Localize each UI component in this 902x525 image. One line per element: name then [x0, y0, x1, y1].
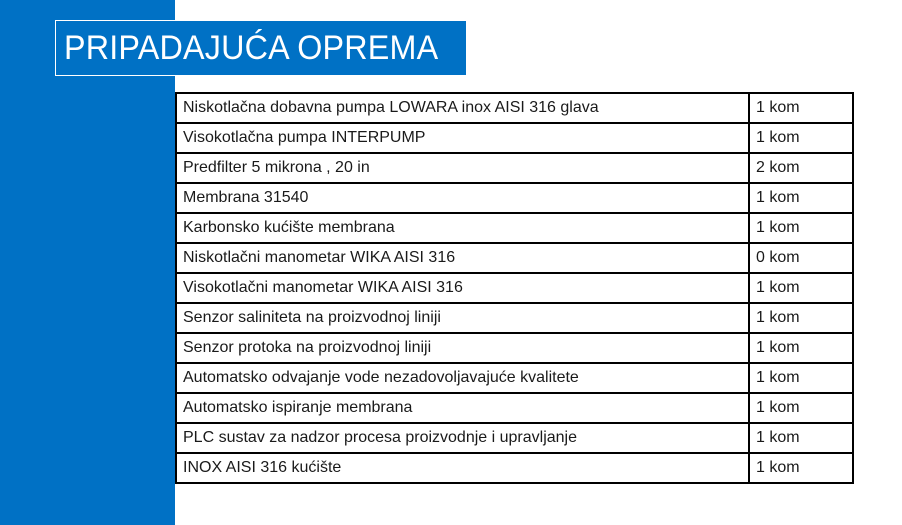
quantity-cell: 1 kom — [749, 303, 853, 333]
accent-sidebar — [0, 0, 175, 525]
table-row — [176, 423, 853, 453]
item-name-cell: Predfilter 5 mikrona , 20 in — [176, 153, 749, 183]
item-name-cell: Karbonsko kućište membrana — [176, 213, 749, 243]
item-name-cell: INOX AISI 316 kućište — [176, 453, 749, 483]
table-row — [176, 123, 853, 153]
table-row — [176, 333, 853, 363]
quantity-cell: 1 kom — [749, 183, 853, 213]
equipment-table — [175, 92, 854, 484]
slide-title: PRIPADAJUĆA OPREMA — [64, 28, 439, 67]
table-row — [176, 453, 853, 483]
quantity-cell: 1 kom — [749, 423, 853, 453]
item-name-cell: Membrana 31540 — [176, 183, 749, 213]
item-name-cell: Senzor protoka na proizvodnoj liniji — [176, 333, 749, 363]
table-row — [176, 273, 853, 303]
quantity-cell: 1 kom — [749, 93, 853, 123]
item-name-cell: Automatsko ispiranje membrana — [176, 393, 749, 423]
item-name-cell: Visokotlačna pumpa INTERPUMP — [176, 123, 749, 153]
item-name-cell: Niskotlačna dobavna pumpa LOWARA inox AISI 316 glava — [176, 93, 749, 123]
item-name-cell: Visokotlačni manometar WIKA AISI 316 — [176, 273, 749, 303]
quantity-cell: 1 kom — [749, 393, 853, 423]
title-box — [55, 20, 467, 76]
quantity-cell: 0 kom — [749, 243, 853, 273]
table-row — [176, 153, 853, 183]
table-row — [176, 393, 853, 423]
table-row — [176, 243, 853, 273]
item-name-cell: Automatsko odvajanje vode nezadovoljavajuće kvalitete — [176, 363, 749, 393]
quantity-cell: 2 kom — [749, 153, 853, 183]
quantity-cell: 1 kom — [749, 453, 853, 483]
item-name-cell: PLC sustav za nadzor procesa proizvodnje i upravljanje — [176, 423, 749, 453]
table-row — [176, 183, 853, 213]
quantity-cell: 1 kom — [749, 273, 853, 303]
table-row — [176, 363, 853, 393]
table-row — [176, 93, 853, 123]
quantity-cell: 1 kom — [749, 123, 853, 153]
item-name-cell: Senzor saliniteta na proizvodnoj liniji — [176, 303, 749, 333]
item-name-cell: Niskotlačni manometar WIKA AISI 316 — [176, 243, 749, 273]
quantity-cell: 1 kom — [749, 213, 853, 243]
table-row — [176, 213, 853, 243]
quantity-cell: 1 kom — [749, 363, 853, 393]
quantity-cell: 1 kom — [749, 333, 853, 363]
table-row — [176, 303, 853, 333]
